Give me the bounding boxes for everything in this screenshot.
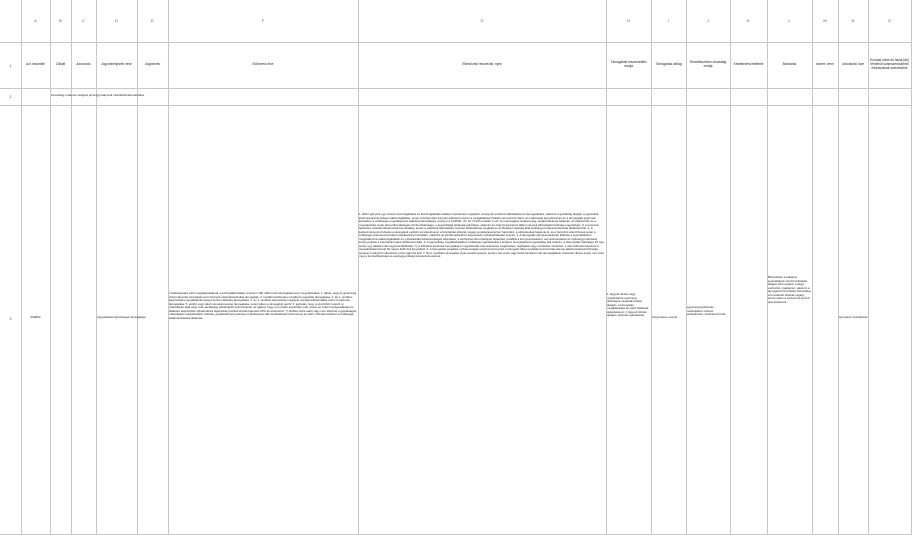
header-cell-o[interactable]: Európai uniós és hazai (ab) felmerült számszerűsíthető előírásoknak szerzésükre [870, 58, 909, 70]
header-cell-h[interactable]: Támogatási részvezetlési módja [610, 60, 647, 68]
row3-cell-a[interactable]: 060802 [30, 316, 41, 319]
column-header-d[interactable]: D [115, 18, 118, 23]
column-header-k[interactable]: K [747, 18, 750, 23]
column-header-b[interactable]: B [59, 18, 62, 23]
header-cell-j[interactable]: Rendelkezésen doszlálag módja [689, 60, 727, 68]
header-cell-e[interactable]: Jogcímnév [144, 62, 161, 67]
row3-cell-n[interactable]: igényeket visszafizetni [839, 316, 868, 319]
row-number-1[interactable]: 1 [9, 63, 12, 68]
column-header-j[interactable]: J [707, 18, 709, 23]
header-cell-a[interactable]: Azt. kesznélé [26, 62, 45, 67]
column-header-m[interactable]: M [823, 18, 827, 23]
row3-cell-i[interactable]: Folyamatos, évente [652, 316, 678, 319]
row3-cell-d[interactable]: Ágyazékkelö lehetőségek támogatása [97, 316, 146, 319]
header-cell-n[interactable]: Lekorstziló ücer [841, 62, 865, 67]
column-header-l[interactable]: L [788, 18, 791, 23]
column-header-f[interactable]: F [261, 18, 265, 23]
header-cell-b[interactable]: Cikkjel [55, 62, 66, 67]
column-header-e[interactable]: E [151, 18, 154, 23]
header-cell-d[interactable]: Jogcímhelyezett neve [101, 62, 132, 67]
row-number-3[interactable]: 3 [9, 316, 12, 321]
column-header-c[interactable]: C [82, 18, 85, 23]
row3-cell-g[interactable]: 1. Előírt igénylés egy összes közszolgáltatás és közszolgáltatás-ellátási mértékének megfelelő, amelynek eszközei lakhatására és támogatására, valamint a gazdaság alapján a jogosultak körét kiterjesztő jellegű adatszolgáltatás, amely a bérleti díjra irányuló előírások szerint a szolgáltatásért felelős szervezetre hárul; a) a lakossági igényfelmérés és a támogatási jogcímek keretében a szükséges engedélyezési eljárások lefolytatása, amelyet a 12/2006. (IV. 10.) FVM rendelet ír elő. b) a támogatott tevékenység megkezdésének feltételei, az előkészítés és a megvalósítás során felmerülő költségek elszámolhatósága, a jogosultsági feltételek igazolása, valamint az önkormányzati és állami szervek által kiadott hatósági engedélyek; c) a tervezett fejlesztés műszaki tartalmának bemutatása, amely a pályázati felhívásban rögzített feltételeknek megfelel és az illetékes hatóság által jóváhagyott dokumentációval alátámasztott. 2. A kedvezményezett köteles a támogatott eszközt és létesítményt a fenntartási időszak végéig rendeltetésszerűen használni, a változásokat bejelenteni, és a helyszíni ellenőrzések során a szükséges dokumentumokat rendelkezésre bocsátani, valamint az elszámolásokhoz kapcsolódó nyilvántartásokat vezetni. 3. A támogatás igénybevételének feltétele a jogszabályban meghatározott adatszolgáltatási és nyilvántartási kötelezettségek teljesítése, a közbeszerzési szabályok betartása, továbbá a környezetvédelmi, természetvédelmi és építésügyi előírások érvényesítése a beruházás teljes időtartama alatt. 4. A jogosultság megállapításához szükséges igazolásokat a kérelem benyújtásával egyidejűleg kell csatolni; a hiánypótlás határideje 15 nap, amely egy alkalommal meghosszabbítható. 5. A kifizetési kérelmek benyújtása a megvalósítás ütemezésének megfelelően, legfeljebb négy részletben történhet, a záró kifizetési kérelmet a megvalósítást követő 60 napon belül kell benyújtani. 6. A támogatott projektek nyilvánosságát a kedvezményezett a támogató által meghatározott arculati elemek alkalmazásával biztosítja, amelyet a helyszíni ellenőrzés során igazolni kell. 7. Nem nyújtható támogatás olyan tevékenységre, amely más uniós vagy hazai forrásból már támogatásban részesült, illetve amely nem felel meg a fenntarthatósági és esélyegyenlőségi követelményeknek. [359, 213, 605, 258]
header-cell-l[interactable]: Biztosítás [782, 62, 797, 67]
header-cell-g[interactable]: Ellenőrzési részvevők: nyes [462, 62, 502, 67]
row2-cell-b[interactable]: Kevésbég érdemes szagérii jelmingyi kapcsolt számlaCimkétműködés [51, 94, 145, 97]
header-cell-m[interactable]: Ismert: verm [816, 62, 834, 67]
column-header-a[interactable]: A [34, 18, 37, 23]
column-header-n[interactable]: N [851, 18, 855, 23]
header-cell-i[interactable]: Támogatási időtag [655, 62, 682, 67]
header-cell-k[interactable]: Kivételezési feltételei [733, 62, 764, 67]
column-header-h[interactable]: H [627, 18, 630, 23]
row3-cell-j[interactable]: egyösszegű kifizetés, részletekben történő előlegfizetés, utófinanszírozás [687, 306, 726, 316]
row3-cell-h[interactable]: 1. Egyedi döntés vagy nyilvántartott eredmény (költségek meghatározása) alapján, a támogatás megállapítása az előírt feltételek teljesítésével; 2. Egyedi döntés alapján, előzetes igazolással. [607, 293, 649, 317]
column-header-i[interactable]: I [667, 18, 670, 23]
header-cell-f[interactable]: Előírtvevő elve [252, 62, 274, 67]
row3-cell-f[interactable]: A költségvetési előír megállapításának, a közfoglalkoztatási minimum 100 millió forint támogatási keret megvalósítása. 1. lakott- vagy ki-gondozóig önkormányzati irányításán lévő újít kezű számítástechnikai támogatás; 2. további tárolásokra vonatkozó jogosítás támogatása; 3. az 1. pontban kapcsolódó energiahatékonyság szerinti működés támogatása; 4. az 1. pontban kapcsolódó megújuló energia felhasználást célzó rendszerek támogatása; 5. előírtó vagy lakott szerelvényeinek támogatása, amennyiben a támogatott gazdi; 6. igazolás, hogy a szerinthöz tartozó új működtetés alatt vagy más gazdaságy tartalmaktól származások; az igazolt, hogy a normatív kiosztható mell, amely az üzleti mezőgazdasági és állattartó kapcsolódó infrastruktúra fejlesztése jövőbeli előírás kapcsán 25% és összesítve; 7) kitöltés előre adott vagy nem elérhető a gazdaságok másodlagos településükön tisztítók, gyűjtőedényzet jelenleg rendelkezésre álló kerethatárain belül amely az előírt műszaki tartalom és költségek alátámasztására alkalmas. [169, 292, 357, 320]
column-header-g[interactable]: G [480, 18, 484, 23]
row3-cell-l[interactable]: Biztosítékot a hatályos jogszabályok szerinti feltételek alapján kell nyújtani; a tárgyi eszközök, ingatlanok, valamint a támogatott beruházás biztosítéka a fenntartási időszak végéig, amennyiben a kedvezményezett arra kötelezett. [768, 276, 811, 304]
header-cell-c[interactable]: Azonosító [76, 62, 91, 67]
column-header-o[interactable]: O [887, 18, 892, 23]
row-number-2[interactable]: 2 [9, 94, 12, 99]
